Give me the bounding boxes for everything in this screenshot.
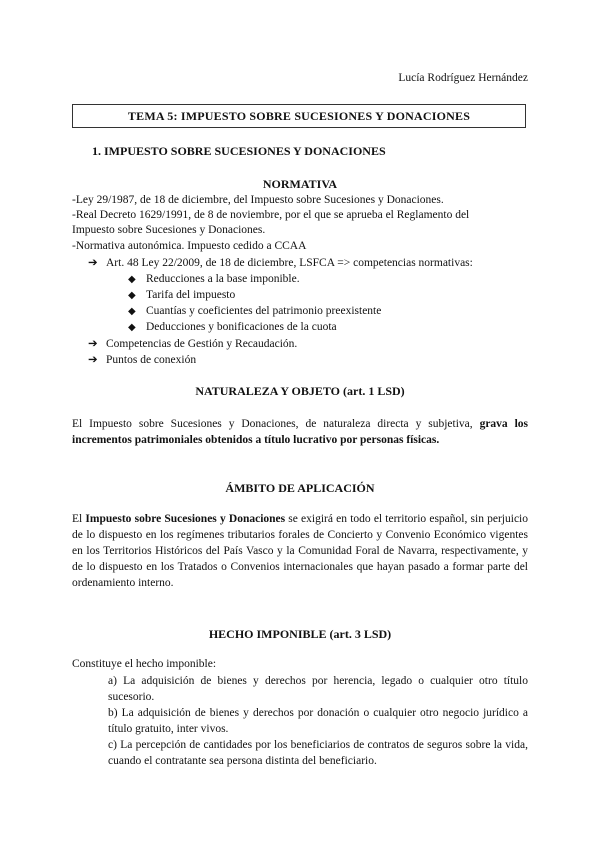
arrow-item: ➔ Art. 48 Ley 22/2009, de 18 de diciembre, LSFCA => competencias normativas: [88, 257, 473, 269]
section-heading: 1. IMPUESTO SOBRE SUCESIONES Y DONACIONES [92, 144, 386, 158]
arrow-right-icon: ➔ [88, 354, 98, 366]
ambito-paragraph: El Impuesto sobre Sucesiones y Donaciones se exigirá en todo el territorio español, sin perjuicio de lo dispuesto en los regímenes tributarios forales de Concierto y Convenio Económico vigentes en los Territorios Históricos del País Vasco y la Comunidad Foral de Navarra, respectivamente, y de lo dispuesto en los Tratados o Convenios internacionales que hayan pasado a formar parte del ordenamiento interno. [72, 513, 528, 589]
hecho-item: a) La adquisición de bienes y derechos por herencia, legado o cualquier otro título sucesorio. [108, 675, 528, 703]
document-title: TEMA 5: IMPUESTO SOBRE SUCESIONES Y DONACIONES [72, 104, 526, 128]
normativa-line: -Real Decreto 1629/1991, de 8 de noviembre, por el que se aprueba el Reglamento del [72, 209, 470, 221]
naturaleza-heading: NATURALEZA Y OBJETO (art. 1 LSD) [195, 384, 405, 398]
hecho-item: b) La adquisición de bienes y derechos por donación o cualquier otro negocio jurídico a título gratuito, inter vivos. [108, 707, 528, 735]
diamond-bullet-icon: ◆ [128, 322, 136, 333]
diamond-bullet-icon: ◆ [128, 290, 136, 301]
diamond-bullet-icon: ◆ [128, 274, 136, 285]
hecho-intro: Constituye el hecho imponible: [72, 658, 217, 670]
naturaleza-paragraph: El Impuesto sobre Sucesiones y Donaciones, de naturaleza directa y subjetiva, grava los incrementos patrimoniales obtenidos a título lucrativo por personas físicas. [72, 418, 529, 446]
normativa-line: -Ley 29/1987, de 18 de diciembre, del Impuesto sobre Sucesiones y Donaciones. [72, 194, 444, 206]
diamond-bullet-icon: ◆ [128, 306, 136, 317]
arrow-item: ➔ Puntos de conexión [88, 354, 197, 366]
author-name: Lucía Rodríguez Hernández [398, 72, 528, 84]
list-item: ◆ Cuantías y coeficientes del patrimonio preexistente [128, 305, 382, 317]
normativa-heading: NORMATIVA [262, 177, 338, 191]
hecho-item: c) La percepción de cantidades por los beneficiarios de contratos de seguros sobre la vida, cuando el contratante sea persona distinta del beneficiario. [108, 739, 528, 767]
ambito-heading: ÁMBITO DE APLICACIÓN [225, 481, 375, 495]
list-item: ◆ Tarifa del impuesto [128, 289, 236, 301]
normativa-line: Impuesto sobre Sucesiones y Donaciones. [72, 224, 266, 236]
arrow-right-icon: ➔ [88, 257, 98, 269]
arrow-right-icon: ➔ [88, 338, 98, 350]
list-item: ◆ Reducciones a la base imponible. [128, 273, 300, 285]
normativa-line: -Normativa autonómica. Impuesto cedido a CCAA [72, 240, 307, 252]
list-item: ◆ Deducciones y bonificaciones de la cuota [128, 321, 337, 333]
arrow-item: ➔ Competencias de Gestión y Recaudación. [88, 338, 298, 350]
hecho-heading: HECHO IMPONIBLE (art. 3 LSD) [208, 627, 392, 641]
